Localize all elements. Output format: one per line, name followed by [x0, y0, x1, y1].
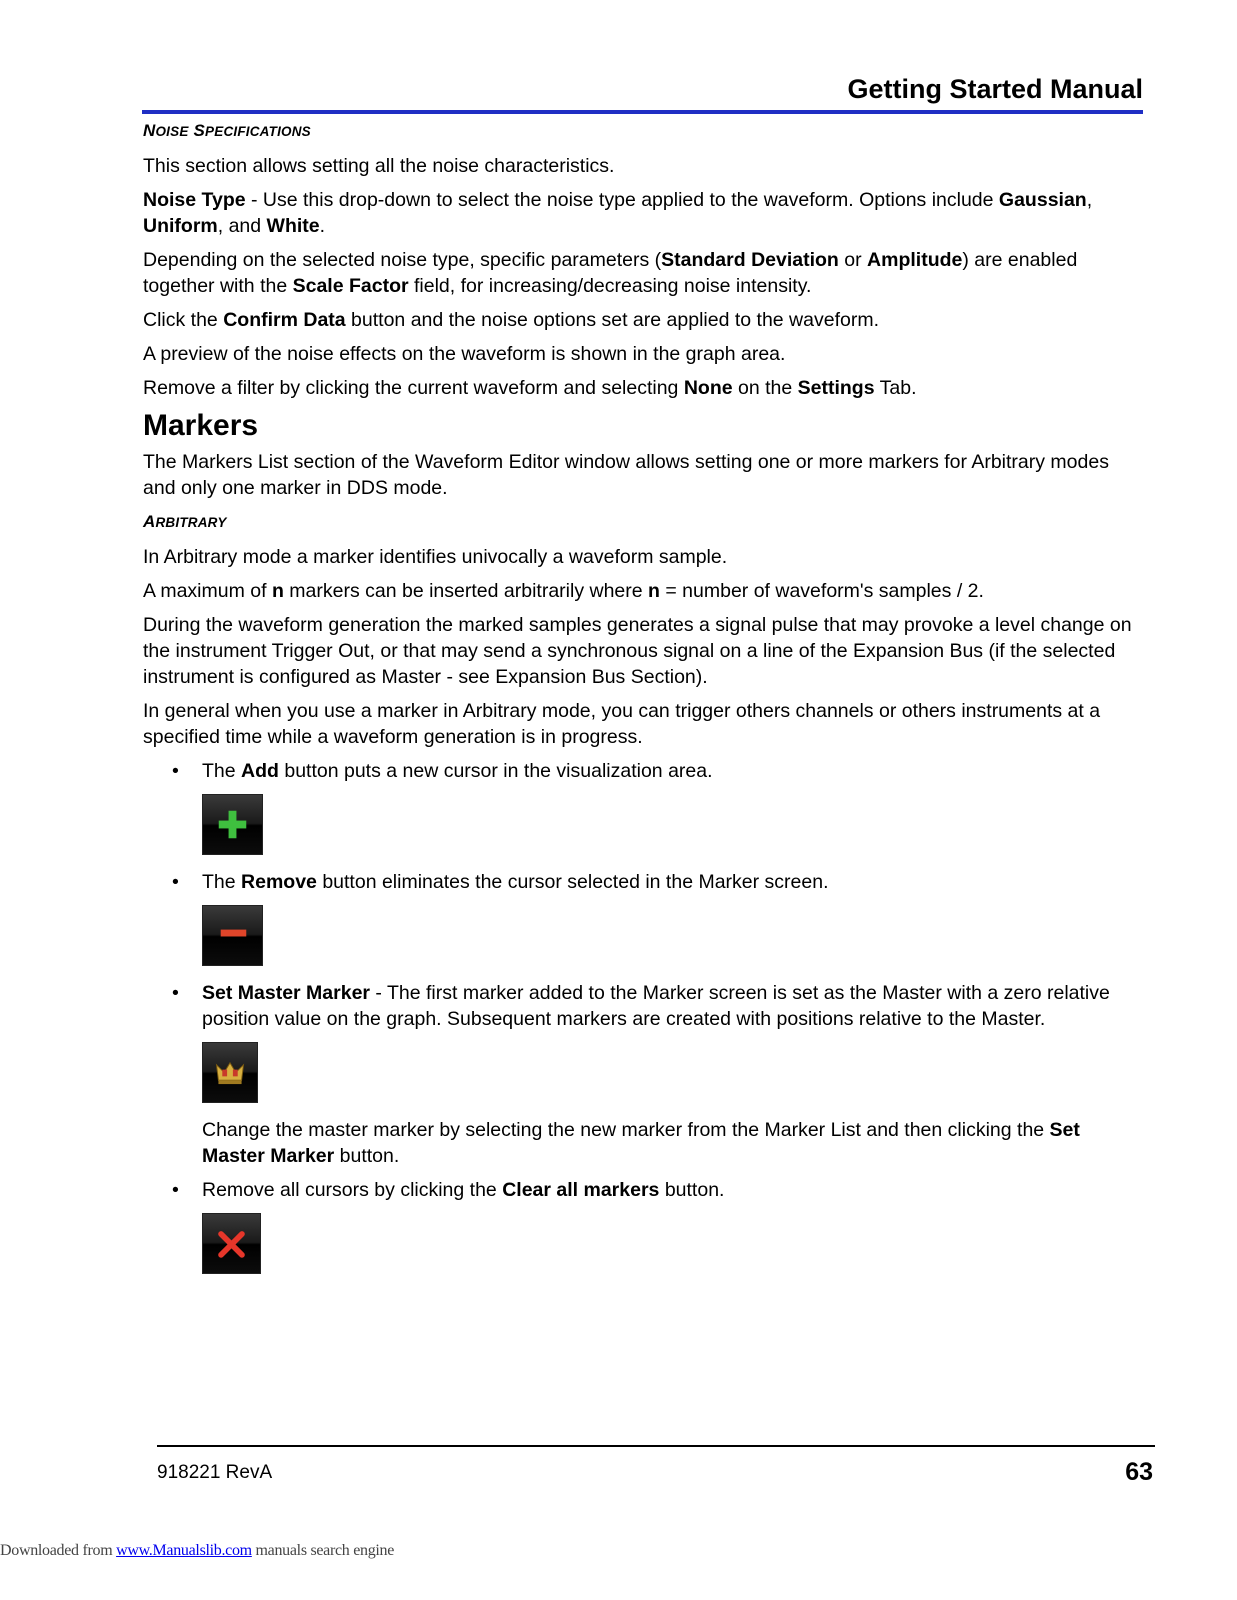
arbitrary-paragraph-2: A maximum of n markers can be inserted arbitrarily where n = number of waveform's samples / 2. [143, 580, 984, 602]
list-item-set-master: • Set Master Marker - The first marker added to the Marker screen is set as the Master with a zero relative position value on the graph. Subsequent markers are created with positions relative to the Master. [143, 980, 1138, 1103]
document-id: 918221 RevA [157, 1462, 273, 1483]
page-content [143, 118, 1138, 1288]
bullet: • [172, 1179, 179, 1201]
list-item-add: • The Add button puts a new cursor in the visualization area. [143, 758, 1138, 855]
bullet: • [172, 982, 179, 1004]
noise-preview-paragraph: A preview of the noise effects on the waveform is shown in the graph area. [143, 343, 786, 365]
set-master-marker-button[interactable] [202, 1042, 258, 1103]
noise-type-paragraph: Noise Type - Use this drop-down to select the noise type applied to the waveform. Options include Gaussian, Uniform, and White. [143, 189, 1093, 237]
clear-markers-list [143, 1177, 1138, 1274]
remove-filter-paragraph: Remove a filter by clicking the current waveform and selecting None on the Settings Tab. [143, 377, 917, 399]
list-item-clear: • Remove all cursors by clicking the Clear all markers button. [143, 1177, 1138, 1274]
minus-icon [203, 906, 262, 965]
footer-rule [157, 1445, 1155, 1447]
markers-heading: Markers [143, 409, 259, 442]
x-icon [203, 1214, 260, 1273]
list-item-remove: • The Remove button eliminates the cursor selected in the Marker screen. [143, 869, 1138, 966]
noise-specifications-heading: NOISE SPECIFICATIONS [143, 121, 311, 140]
arbitrary-paragraph-1: In Arbitrary mode a marker identifies univocally a waveform sample. [143, 546, 728, 568]
remove-marker-button[interactable] [202, 905, 263, 966]
markers-intro: The Markers List section of the Waveform Editor window allows setting one or more markers for Arbitrary modes and only one marker in DDS mode. [143, 451, 1109, 499]
page-number: 63 [1125, 1458, 1153, 1486]
clear-all-markers-button[interactable] [202, 1213, 261, 1274]
arbitrary-paragraph-4: In general when you use a marker in Arbitrary mode, you can trigger others channels or others instruments at a specified time while a waveform generation is in progress. [143, 700, 1101, 748]
arbitrary-paragraph-3: During the waveform generation the marked samples generates a signal pulse that may provoke a level change on the instrument Trigger Out, or that may send a synchronous signal on a line of the Expansion Bus (if the selected instrument is configured as Master - see Expansion Bus Section). [143, 614, 1132, 688]
manualslib-link[interactable]: www.Manualslib.com [116, 1542, 252, 1559]
marker-buttons-list [143, 758, 1138, 1103]
header-title: Getting Started Manual [847, 74, 1143, 104]
arbitrary-heading: ARBITRARY [143, 512, 227, 531]
crown-icon [203, 1043, 257, 1102]
bullet: • [172, 760, 179, 782]
add-marker-button[interactable] [202, 794, 263, 855]
plus-icon [203, 795, 262, 854]
download-notice: Downloaded from www.Manualslib.com manuals search engine [0, 1542, 395, 1559]
header-rule [142, 110, 1143, 114]
master-note: Change the master marker by selecting the new marker from the Marker List and then clicking the Set Master Marker button. [202, 1119, 1080, 1167]
bullet: • [172, 871, 179, 893]
noise-parameters-paragraph: Depending on the selected noise type, specific parameters (Standard Deviation or Amplitude) are enabled together with the Scale Factor field, for increasing/decreasing noise intensity. [143, 249, 1078, 297]
noise-intro: This section allows setting all the noise characteristics. [143, 155, 615, 177]
confirm-data-paragraph: Click the Confirm Data button and the noise options set are applied to the waveform. [143, 309, 879, 331]
